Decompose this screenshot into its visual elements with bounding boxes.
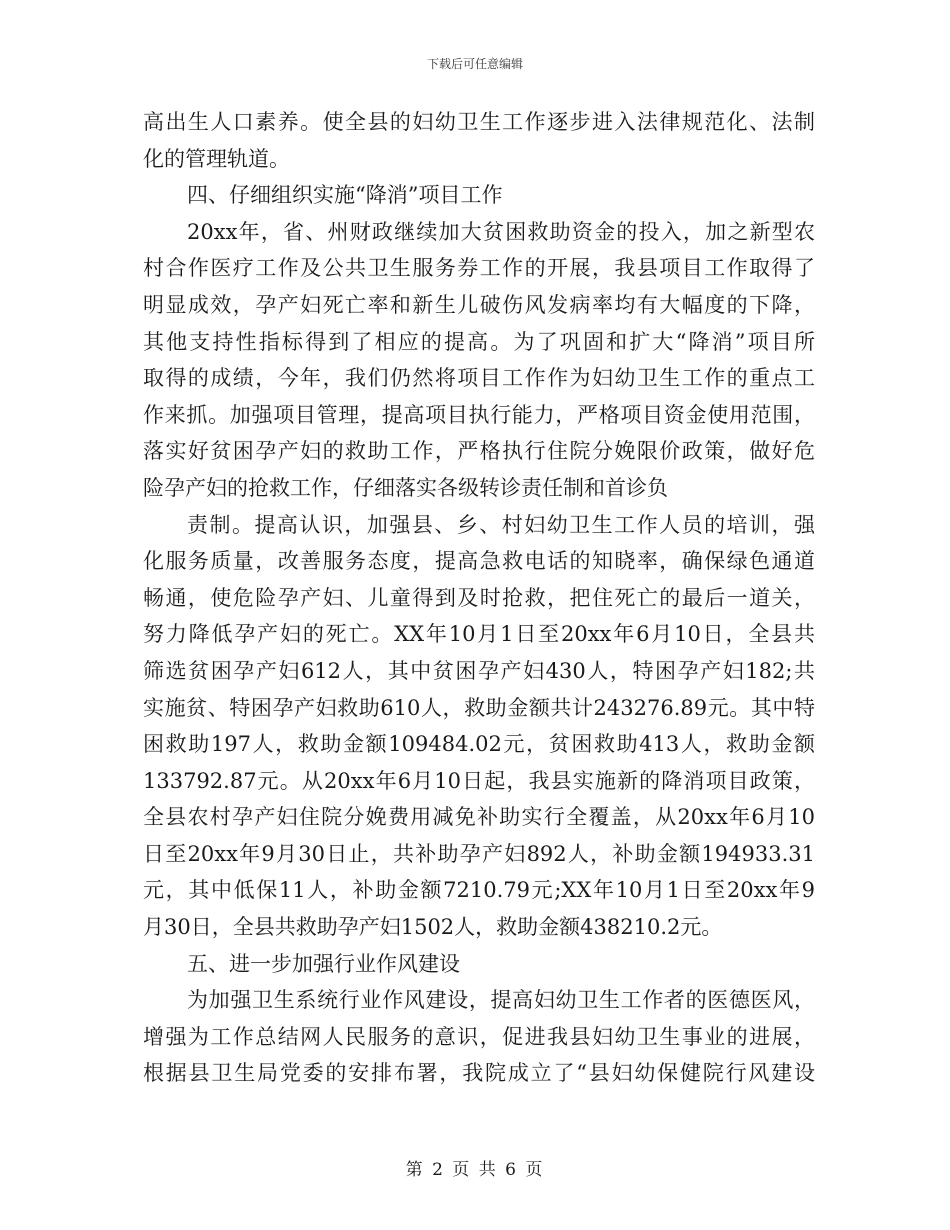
text-line: 133792.87元。从20xx年6月10日起，我县实施新的降消项目政策，: [143, 768, 815, 793]
text-line: 增强为工作总结网人民服务的意识，促进我县妇幼卫生事业的进展，: [143, 1024, 815, 1049]
text-line: 五、进一步加强行业作风建设: [187, 951, 460, 976]
text-line: 月30日，全县共救助孕产妇1502人，救助金额438210.2元。: [143, 915, 723, 940]
text-line: 责制。提高认识，加强县、乡、村妇幼卫生工作人员的培训，强: [187, 512, 815, 537]
text-line: 化的管理轨道。: [143, 146, 290, 171]
text-line: 畅通，使危险孕产妇、儿童得到及时抢救，把住死亡的最后一道关，: [143, 585, 815, 610]
text-line: 20xx年，省、州财政继续加大贫困救助资金的投入，加之新型农: [187, 219, 815, 244]
text-line: 全县农村孕产妇住院分娩费用减免补助实行全覆盖，从20xx年6月10: [143, 805, 815, 830]
text-line: 作来抓。加强项目管理，提高项目执行能力，严格项目资金使用范围，: [143, 402, 815, 427]
text-line: 高出生人口素养。使全县的妇幼卫生工作逐步进入法律规范化、法制: [143, 110, 815, 134]
text-line: 其他支持性指标得到了相应的提高。为了巩固和扩大“降消”项目所: [143, 329, 815, 354]
text-line: 筛选贫困孕产妇612人，其中贫困孕产妇430人，特困孕产妇182;共: [143, 658, 815, 683]
text-line: 努力降低孕产妇的死亡。XX年10月1日至20xx年6月10日，全县共: [143, 622, 815, 647]
text-line: 元，其中低保11人，补助金额7210.79元;XX年10月1日至20xx年9: [143, 878, 815, 903]
text-line: 化服务质量，改善服务态度，提高急救电话的知晓率，确保绿色通道: [143, 549, 815, 574]
text-line: 险孕产妇的抢救工作，仔细落实各级转诊责任制和首诊负: [143, 475, 668, 500]
text-line: 为加强卫生系统行业作风建设，提高妇幼卫生工作者的医德医风，: [187, 988, 815, 1013]
page-number: 第 2 页 共 6 页: [405, 1160, 545, 1180]
text-line: 明显成效，孕产妇死亡率和新生儿破伤风发病率均有大幅度的下降，: [143, 292, 815, 317]
text-line: 村合作医疗工作及公共卫生服务券工作的开展，我县项目工作取得了: [143, 256, 815, 281]
text-line: 根据县卫生局党委的安排布署，我院成立了“县妇幼保健院行风建设: [143, 1061, 815, 1086]
text-line: 取得的成绩，今年，我们仍然将项目工作作为妇幼卫生工作的重点工: [143, 366, 815, 391]
text-line: 四、仔细组织实施“降消”项目工作: [187, 183, 503, 208]
text-line: 落实好贫困孕产妇的救助工作，严格执行住院分娩限价政策，做好危: [143, 439, 815, 464]
text-line: 困救助197人，救助金额109484.02元，贫困救助413人，救助金额: [143, 732, 815, 757]
page-header: 下载后可任意编辑: [426, 57, 523, 71]
text-line: 日至20xx年9月30日止，共补助孕产妇892人，补助金额194933.31: [143, 841, 815, 866]
text-line: 实施贫、特困孕产妇救助610人，救助金额共计243276.89元。其中特: [143, 695, 815, 720]
document-body: [143, 104, 815, 1092]
